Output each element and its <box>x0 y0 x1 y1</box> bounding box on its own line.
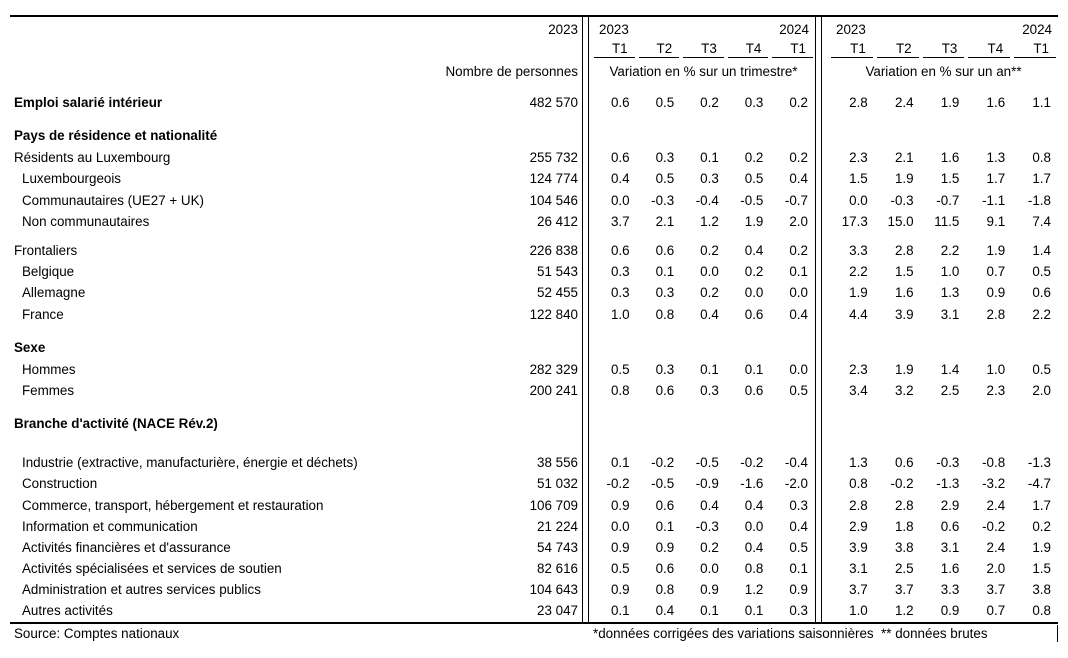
quarterly-variation-value: 0.9 <box>789 582 808 598</box>
row-label: Luxembourgeois <box>22 171 122 187</box>
row-label: Autres activités <box>22 603 113 619</box>
headcount-value: 21 224 <box>537 518 578 534</box>
annual-variation-value: 3.3 <box>849 243 868 259</box>
annual-variation-value: 3.1 <box>940 539 960 555</box>
annual-variation-value: 1.6 <box>986 95 1006 111</box>
annual-variation-value: -0.3 <box>890 192 914 208</box>
quarterly-variation-value: 3.7 <box>610 213 630 229</box>
annual-variation-value: 2.9 <box>849 518 868 534</box>
annual-variation-value: 1.6 <box>940 561 960 577</box>
annual-variation-value: 2.5 <box>894 561 914 577</box>
quarter-label: T1 <box>594 40 635 58</box>
row-label: France <box>22 306 64 322</box>
quarterly-variation-value: 0.3 <box>789 603 808 619</box>
quarterly-variation-value: 0.1 <box>700 603 719 619</box>
headcount-value: 51 032 <box>537 476 578 492</box>
quarterly-variation-value: 0.2 <box>744 264 764 280</box>
quarterly-variation-value: 0.0 <box>700 561 719 577</box>
quarterly-section-years <box>592 22 815 37</box>
headcount-value: 54 743 <box>537 539 578 555</box>
quarter-label-cell <box>637 40 682 58</box>
quarterly-variation-value: 0.5 <box>789 382 808 398</box>
quarterly-variation-value: 0.5 <box>744 171 764 187</box>
quarterly-variation-value: 0.4 <box>700 497 719 513</box>
annual-variation-value: -0.3 <box>936 455 960 471</box>
annual-variation-value: 1.9 <box>894 171 914 187</box>
annual-variation-value: 1.9 <box>849 285 868 301</box>
annual-variation-value: 3.1 <box>940 306 960 322</box>
annual-variation-value: 1.5 <box>940 171 960 187</box>
quarterly-variation-value: 0.3 <box>744 95 764 111</box>
annual-variation-value: 2.1 <box>894 150 914 166</box>
quarterly-variation-value: 2.0 <box>789 213 808 229</box>
quarterly-variation-value: -0.7 <box>784 192 808 208</box>
annual-variation-value: 2.2 <box>849 264 868 280</box>
section-header-row <box>10 336 1058 359</box>
headcount-value: 38 556 <box>537 455 578 471</box>
headcount-value: 52 455 <box>537 285 578 301</box>
quarterly-variation-value: 0.3 <box>700 382 719 398</box>
annual-variation-value: 3.3 <box>940 582 960 598</box>
annual-variation-value: 1.0 <box>986 361 1006 377</box>
quarterly-variation-value: 0.4 <box>789 306 808 322</box>
annual-variation-value: 15.0 <box>887 213 914 229</box>
employment-table <box>10 15 1058 624</box>
quarterly-variation-value: 0.1 <box>610 455 630 471</box>
quarterly-variation-value: 0.3 <box>655 285 675 301</box>
headcount-value: 104 546 <box>529 192 578 208</box>
annual-variation-value: 2.8 <box>894 497 914 513</box>
annual-variation-value: 0.0 <box>849 192 868 208</box>
annual-variation-value: 3.9 <box>849 539 868 555</box>
table-row <box>10 168 1058 189</box>
annual-variation-value: 1.9 <box>986 243 1006 259</box>
annual-variation-value: -4.7 <box>1027 476 1051 492</box>
annual-variation-value: 1.6 <box>940 150 960 166</box>
annual-variation-value: 2.8 <box>894 243 914 259</box>
quarterly-variation-value: 0.1 <box>744 603 764 619</box>
headcount-value: 104 643 <box>529 582 578 598</box>
annual-variation-value: 1.5 <box>849 171 868 187</box>
quarterly-variation-value: 0.3 <box>655 361 675 377</box>
quarter-label-cell <box>592 40 637 58</box>
source-note: Source: Comptes nationaux <box>14 626 180 642</box>
quarterly-variation-value: 0.5 <box>610 561 630 577</box>
annual-variation-value: 0.6 <box>894 455 914 471</box>
quarterly-variation-value: 0.2 <box>700 285 719 301</box>
row-label: Frontaliers <box>14 243 78 259</box>
annual-variation-value: 3.2 <box>894 382 914 398</box>
annual-variation-value: 1.6 <box>894 285 914 301</box>
quarterly-variation-value: 0.3 <box>610 285 630 301</box>
table-row <box>10 261 1058 282</box>
quarterly-variation-value: 0.3 <box>789 497 808 513</box>
quarterly-variation-value: 0.6 <box>610 150 630 166</box>
section-divider-line <box>582 17 589 622</box>
quarterly-variation-value: 0.4 <box>789 171 808 187</box>
annual-variation-value: 2.8 <box>849 95 868 111</box>
table-row <box>10 494 1058 515</box>
quarterly-variation-value: 0.2 <box>744 150 764 166</box>
quarterly-variation-value: 0.2 <box>789 95 808 111</box>
annual-variation-value: 0.8 <box>1032 150 1051 166</box>
quarterly-variation-value: 0.1 <box>744 361 764 377</box>
annual-variation-value: 2.3 <box>986 382 1006 398</box>
quarter-label: T3 <box>923 40 965 58</box>
quarterly-variation-value: 0.1 <box>700 150 719 166</box>
annual-variation-value: 1.7 <box>986 171 1006 187</box>
quarterly-variation-value: 1.9 <box>744 213 764 229</box>
quarterly-variation-value: 1.0 <box>610 306 630 322</box>
quarterly-variation-value: 0.4 <box>610 171 630 187</box>
quarterly-variation-value: 0.0 <box>610 192 630 208</box>
annual-variation-value: 1.5 <box>894 264 914 280</box>
annual-variation-value: 0.6 <box>940 518 960 534</box>
annual-variation-value: 0.8 <box>849 476 868 492</box>
table-row <box>10 304 1058 325</box>
annual-variation-value: 1.9 <box>1032 539 1051 555</box>
footnotes: *données corrigées des variations saisonnières ** données brutes <box>585 625 1058 642</box>
quarterly-variation-value: 0.1 <box>655 518 675 534</box>
quarterly-variation-value: 0.3 <box>610 264 630 280</box>
headcount-value: 51 543 <box>537 264 578 280</box>
row-label: Communautaires (UE27 + UK) <box>22 192 204 208</box>
annual-variation-value: 0.8 <box>1032 603 1051 619</box>
quarterly-variation-value: 0.8 <box>610 382 630 398</box>
annual-variation-caption: Variation en % sur un an** <box>865 64 1022 79</box>
annual-variation-value: -1.3 <box>1027 455 1051 471</box>
quarterly-variation-value: -0.4 <box>695 192 719 208</box>
quarterly-variation-value: 0.0 <box>789 361 808 377</box>
headcount-value: 23 047 <box>537 603 578 619</box>
quarter-label: T3 <box>683 40 724 58</box>
table-row <box>10 537 1058 558</box>
quarterly-variation-value: 1.2 <box>700 213 719 229</box>
row-label: Construction <box>22 476 98 492</box>
table-row <box>10 190 1058 211</box>
annual-variation-value: 1.9 <box>940 95 960 111</box>
quarterly-variation-value: 0.2 <box>700 95 719 111</box>
annual-variation-value: 1.3 <box>940 285 960 301</box>
annual-variation-value: 9.1 <box>986 213 1006 229</box>
quarterly-variation-value: 0.0 <box>744 518 764 534</box>
row-label: Activités spécialisées et services de soutien <box>22 561 282 577</box>
table-row <box>10 558 1058 579</box>
quarterly-variation-value: 0.9 <box>700 582 719 598</box>
quarterly-variation-value: 0.6 <box>655 561 675 577</box>
annual-variation-value: 2.5 <box>940 382 960 398</box>
headcount-value: 124 774 <box>529 171 578 187</box>
table-row <box>10 92 1058 113</box>
quarterly-variation-value: 0.0 <box>744 285 764 301</box>
annual-variation-value: 1.3 <box>849 455 868 471</box>
annual-variation-value: -1.3 <box>936 476 960 492</box>
quarter-label: T2 <box>877 40 919 58</box>
annual-variation-value: 1.0 <box>849 603 868 619</box>
headcount-value: 26 412 <box>537 213 578 229</box>
quarterly-variation-caption: Variation en % sur un trimestre* <box>609 64 798 79</box>
table-row <box>10 147 1058 168</box>
headcount-value: 200 241 <box>529 382 578 398</box>
annual-variation-value: 1.4 <box>1032 243 1051 259</box>
row-label: Allemagne <box>22 285 86 301</box>
quarterly-variation-value: 0.9 <box>610 497 630 513</box>
quarterly-variation-value: 0.3 <box>655 150 675 166</box>
annual-variation-value: 2.8 <box>986 306 1006 322</box>
quarterly-variation-value: 0.5 <box>655 171 675 187</box>
quarterly-variation-value: 0.1 <box>789 561 808 577</box>
quarterly-variation-value: 0.5 <box>610 361 630 377</box>
annual-variation-value: 4.4 <box>849 306 868 322</box>
annual-variation-value: 3.7 <box>894 582 914 598</box>
annual-variation-value: 1.7 <box>1032 497 1051 513</box>
annual-variation-value: -3.2 <box>982 476 1006 492</box>
quarter-label-cell <box>681 40 726 58</box>
quarterly-variation-value: 0.1 <box>655 264 675 280</box>
annual-variation-value: -0.2 <box>890 476 914 492</box>
quarterly-variation-value: -2.0 <box>784 476 808 492</box>
count-column-caption: Nombre de personnes <box>445 64 578 79</box>
quarter-label: T1 <box>1014 40 1056 58</box>
row-label: Pays de résidence et nationalité <box>14 128 218 144</box>
quarterly-variation-value: 0.5 <box>789 539 808 555</box>
quarterly-variation-value: 0.4 <box>789 518 808 534</box>
table-row <box>10 600 1058 621</box>
quarterly-variation-value: 0.8 <box>744 561 764 577</box>
quarterly-variation-value: 0.9 <box>610 582 630 598</box>
annual-variation-value: 0.6 <box>1032 285 1051 301</box>
quarter-labels-row <box>10 40 1058 58</box>
table-row <box>10 579 1058 600</box>
row-label: Non communautaires <box>22 213 150 229</box>
year-header-row <box>10 17 1058 40</box>
quarterly-variation-value: 0.2 <box>700 539 719 555</box>
row-label: Emploi salarié intérieur <box>14 95 163 111</box>
annual-variation-value: -0.8 <box>982 455 1006 471</box>
table-body <box>10 92 1058 622</box>
table-footer <box>10 624 1058 644</box>
quarterly-variation-value: 0.1 <box>610 603 630 619</box>
quarterly-variation-value: 0.0 <box>789 285 808 301</box>
quarterly-variation-value: 0.8 <box>655 306 675 322</box>
annual-variation-value: 11.5 <box>934 213 960 229</box>
quarter-label-cell <box>726 40 771 58</box>
quarterly-variation-value: 0.6 <box>610 243 630 259</box>
annual-variation-value: -1.8 <box>1027 192 1051 208</box>
quarterly-variation-value: 0.9 <box>610 539 630 555</box>
headcount-value: 82 616 <box>537 561 578 577</box>
quarter-label-cell <box>1012 40 1058 58</box>
quarter-label: T4 <box>968 40 1010 58</box>
annual-variation-value: 2.4 <box>986 497 1006 513</box>
quarterly-variation-value: -0.5 <box>695 455 719 471</box>
annual-variation-value: 1.4 <box>940 361 960 377</box>
quarterly-variation-value: -0.2 <box>740 455 764 471</box>
annual-variation-value: 1.9 <box>894 361 914 377</box>
quarter-label-cell <box>921 40 967 58</box>
table-row <box>10 380 1058 401</box>
annual-variation-value: -0.2 <box>982 518 1006 534</box>
quarterly-variation-value: -0.9 <box>695 476 719 492</box>
annual-variation-value: 2.8 <box>849 497 868 513</box>
quarterly-quarter-labels <box>592 40 815 58</box>
annual-variation-value: 2.9 <box>940 497 960 513</box>
headcount-value: 226 838 <box>529 243 578 259</box>
annual-variation-value: 2.2 <box>1032 306 1051 322</box>
annual-variation-value: 1.8 <box>894 518 914 534</box>
quarterly-variation-value: -0.3 <box>651 192 675 208</box>
quarterly-year-end: 2024 <box>779 22 809 37</box>
row-label: Sexe <box>14 339 46 355</box>
annual-variation-value: 2.3 <box>849 150 868 166</box>
annual-variation-value: 0.5 <box>1032 264 1051 280</box>
annual-variation-value: -1.1 <box>982 192 1006 208</box>
annual-variation-value: 0.9 <box>940 603 960 619</box>
headcount-value: 282 329 <box>529 361 578 377</box>
headcount-value: 482 570 <box>529 95 578 111</box>
annual-variation-value: 3.7 <box>849 582 868 598</box>
quarterly-variation-value: -0.2 <box>651 455 675 471</box>
annual-variation-value: 1.7 <box>1032 171 1051 187</box>
quarterly-variation-value: 0.0 <box>700 264 719 280</box>
annual-variation-value: 3.1 <box>849 561 868 577</box>
annual-variation-value: 1.1 <box>1032 95 1051 111</box>
row-label: Hommes <box>22 361 76 377</box>
quarter-label-cell <box>829 40 875 58</box>
quarterly-variation-value: 0.4 <box>744 243 764 259</box>
annual-section-years <box>829 22 1058 37</box>
annual-variation-value: 2.2 <box>940 243 960 259</box>
annual-variation-value: -0.7 <box>936 192 960 208</box>
section-header-row <box>10 124 1058 147</box>
quarterly-variation-value: 0.5 <box>655 95 675 111</box>
table-row <box>10 282 1058 303</box>
quarterly-variation-value: -1.6 <box>740 476 764 492</box>
annual-variation-value: 2.4 <box>894 95 914 111</box>
annual-variation-value: 1.2 <box>894 603 914 619</box>
annual-variation-value: 1.5 <box>1032 561 1051 577</box>
row-label: Information et communication <box>22 518 198 534</box>
quarterly-variation-value: -0.3 <box>695 518 719 534</box>
quarter-label: T1 <box>831 40 873 58</box>
quarterly-variation-value: 0.4 <box>700 306 719 322</box>
annual-variation-value: 0.7 <box>986 264 1006 280</box>
quarterly-variation-value: 0.6 <box>744 382 764 398</box>
row-label: Industrie (extractive, manufacturière, énergie et déchets) <box>22 455 358 471</box>
quarterly-variation-value: -0.5 <box>740 192 764 208</box>
annual-variation-value: 3.4 <box>849 382 868 398</box>
quarterly-variation-value: 2.1 <box>655 213 675 229</box>
quarterly-variation-value: 0.4 <box>655 603 675 619</box>
annual-variation-value: 17.3 <box>841 213 868 229</box>
quarterly-variation-value: 0.0 <box>610 518 630 534</box>
table-row <box>10 473 1058 494</box>
annual-variation-value: 2.4 <box>986 539 1006 555</box>
annual-variation-value: 2.0 <box>986 561 1006 577</box>
quarterly-variation-value: -0.4 <box>784 455 808 471</box>
quarterly-variation-value: 0.3 <box>700 171 719 187</box>
quarter-label: T1 <box>772 40 813 58</box>
headcount-value: 255 732 <box>529 150 578 166</box>
quarter-label: T2 <box>639 40 680 58</box>
annual-variation-value: 0.7 <box>986 603 1006 619</box>
count-column-year: 2023 <box>548 22 578 37</box>
row-label: Commerce, transport, hébergement et restauration <box>22 497 324 513</box>
quarter-label: T4 <box>728 40 769 58</box>
quarterly-variation-value: 0.9 <box>655 539 675 555</box>
quarterly-variation-value: 0.8 <box>655 582 675 598</box>
annual-quarter-labels <box>829 40 1058 58</box>
annual-variation-value: 0.2 <box>1032 518 1051 534</box>
quarterly-variation-value: 0.2 <box>789 150 808 166</box>
row-label: Résidents au Luxembourg <box>14 150 171 166</box>
headcount-value: 106 709 <box>529 497 578 513</box>
quarterly-year-start: 2023 <box>599 22 629 37</box>
caption-row <box>10 58 1058 85</box>
table-row <box>10 452 1058 473</box>
annual-year-start: 2023 <box>836 22 866 37</box>
quarterly-variation-value: 0.1 <box>700 361 719 377</box>
quarterly-variation-value: 0.6 <box>610 95 630 111</box>
table-row <box>10 211 1058 232</box>
table-row <box>10 359 1058 380</box>
quarterly-variation-value: 0.4 <box>744 539 764 555</box>
quarterly-variation-value: 0.4 <box>744 497 764 513</box>
section-divider-line <box>815 17 822 622</box>
annual-variation-value: 3.9 <box>894 306 914 322</box>
quarterly-variation-value: 0.2 <box>700 243 719 259</box>
quarterly-variation-value: 0.6 <box>744 306 764 322</box>
headcount-value: 122 840 <box>529 306 578 322</box>
annual-variation-value: 3.8 <box>894 539 914 555</box>
row-label: Branche d'activité (NACE Rév.2) <box>14 416 218 432</box>
annual-year-end: 2024 <box>1022 22 1052 37</box>
annual-variation-value: 1.3 <box>986 150 1006 166</box>
row-label: Femmes <box>22 382 75 398</box>
annual-variation-value: 1.0 <box>940 264 960 280</box>
quarter-label-cell <box>770 40 815 58</box>
annual-variation-value: 3.8 <box>1032 582 1051 598</box>
quarterly-variation-value: 0.6 <box>655 243 675 259</box>
quarterly-variation-value: -0.2 <box>606 476 630 492</box>
annual-variation-value: 3.7 <box>986 582 1006 598</box>
quarterly-variation-value: 0.1 <box>789 264 808 280</box>
table-row <box>10 240 1058 261</box>
annual-variation-value: 2.3 <box>849 361 868 377</box>
annual-variation-value: 7.4 <box>1032 213 1051 229</box>
row-label: Activités financières et d'assurance <box>22 539 231 555</box>
annual-variation-value: 2.0 <box>1032 382 1051 398</box>
row-label: Belgique <box>22 264 75 280</box>
section-header-row <box>10 412 1058 435</box>
quarter-label-cell <box>966 40 1012 58</box>
quarterly-variation-value: 0.6 <box>655 382 675 398</box>
annual-variation-value: 0.9 <box>986 285 1006 301</box>
quarterly-variation-value: -0.5 <box>651 476 675 492</box>
table-row <box>10 516 1058 537</box>
annual-variation-value: 0.5 <box>1032 361 1051 377</box>
quarterly-variation-value: 0.2 <box>789 243 808 259</box>
row-label: Administration et autres services publics <box>22 582 261 598</box>
quarterly-variation-value: 1.2 <box>744 582 764 598</box>
quarter-label-cell <box>875 40 921 58</box>
quarterly-variation-value: 0.6 <box>655 497 675 513</box>
